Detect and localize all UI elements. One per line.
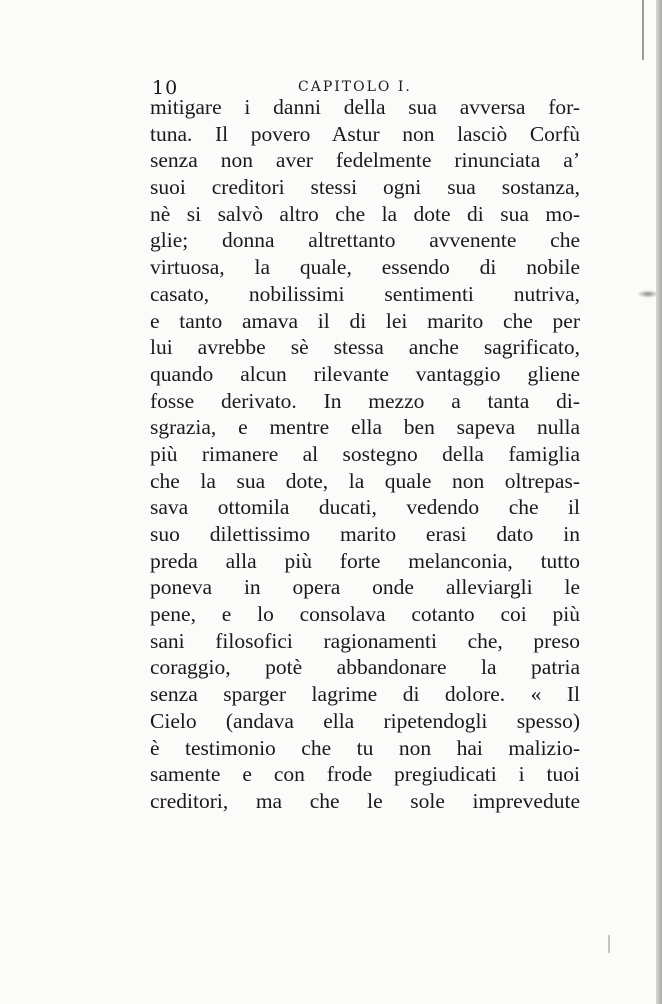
text-line: Cielo (andava ella ripetendogli spesso)	[150, 708, 580, 733]
text-line: è testimonio che tu non hai malizio-	[150, 735, 580, 760]
text-line: che la sua dote, la quale non oltrepas-	[150, 468, 580, 493]
text-line: preda alla più forte melanconia, tutto	[150, 548, 580, 573]
text-line: poneva in opera onde alleviargli le	[150, 575, 580, 600]
text-line: creditori, ma che le sole imprevedute	[150, 788, 580, 813]
text-line: senza sparger lagrime di dolore. « Il	[150, 682, 580, 707]
text-line: quando alcun rilevante vantaggio gliene	[150, 361, 580, 386]
text-line: glie; donna altrettanto avvenente che	[150, 228, 580, 253]
text-line: più rimanere al sostegno della famiglia	[150, 441, 580, 466]
body-text	[150, 94, 580, 815]
text-line: e tanto amava il di lei marito che per	[150, 308, 580, 333]
text-line: suoi creditori stessi ogni sua sostanza,	[150, 175, 580, 200]
page-edge-shadow	[656, 0, 662, 1004]
text-line: casato, nobilissimi sentimenti nutriva,	[150, 281, 580, 306]
text-line: sava ottomila ducati, vedendo che il	[150, 495, 580, 520]
text-line: lui avrebbe sè stessa anche sagrificato,	[150, 335, 580, 360]
text-line: sgrazia, e mentre ella ben sapeva nulla	[150, 415, 580, 440]
text-line: samente e con frode pregiudicati i tuoi	[150, 762, 580, 787]
text-line: sani filosofici ragionamenti che, preso	[150, 628, 580, 653]
scan-edge-mark	[642, 0, 644, 60]
text-line: pene, e lo consolava cotanto coi più	[150, 602, 580, 627]
text-line: mitigare i danni della sua avversa for-	[150, 95, 580, 119]
text-line: tuna. Il povero Astur non lasciò Corfù	[150, 121, 580, 146]
text-line: fosse derivato. In mezzo a tanta di-	[150, 388, 580, 413]
text-line: coraggio, potè abbandonare la patria	[150, 655, 580, 680]
page-number: 10	[152, 77, 179, 99]
scan-speck	[608, 935, 610, 953]
text-line: senza non aver fedelmente rinunciata a’	[150, 148, 580, 173]
text-line: virtuosa, la quale, essendo di nobile	[150, 255, 580, 280]
text-line: nè si salvò altro che la dote di sua mo-	[150, 201, 580, 226]
chapter-heading: CAPITOLO I.	[298, 79, 412, 95]
text-line: suo dilettissimo marito erasi dato in	[150, 522, 580, 546]
